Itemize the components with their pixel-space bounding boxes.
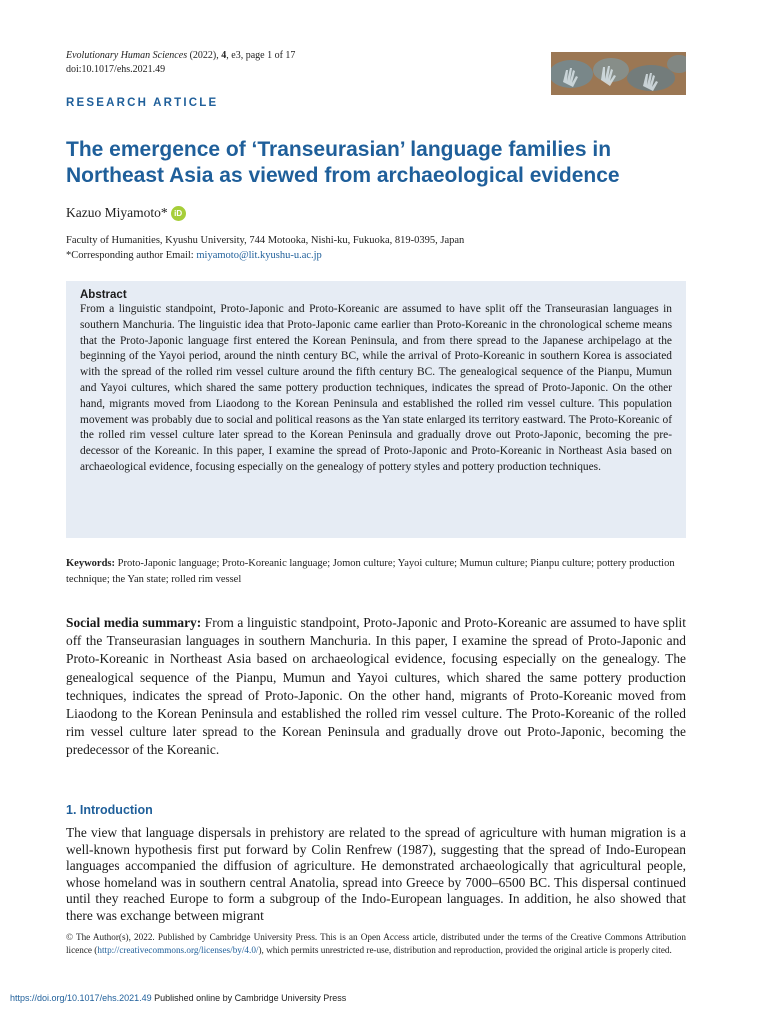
journal-volume: 4 [221,50,227,61]
social-summary-label: Social media summary: [66,615,202,630]
keywords-label: Keywords: [66,558,115,569]
page-footer [10,993,346,1003]
journal-cover-image [551,52,686,95]
introduction-text: The view that language dispersals in prehistory are related to the spread of agriculture with human migration is a well-known hypothesis first put forward by Colin Renfrew (1987), suggesting that the spread of Indo-European languages accompanied the diffusion of agriculture. He demonstrated archaeologically that agricultural people, whose homeland was in southern central Anatolia, spread into Greece by 7000–6500 BC. This dispersal continued until they reached Europe to form a subgroup of the Indo-European languages. In addition, he also showed that there was exchange between migrant [66,825,686,923]
journal-citation [66,49,295,77]
journal-doi: doi:10.1017/ehs.2021.49 [66,64,166,75]
affiliation-text: Faculty of Humanities, Kyushu University, 744 Motooka, Nishi-ku, Fukuoka, 819-0395, Japan [66,235,465,246]
orcid-icon[interactable]: iD [171,206,186,221]
section-heading-introduction: 1. Introduction [66,803,153,817]
license-text-1: © The Author(s), 2022. Published by Cambridge University Press. This is an Open Access article, distributed under the terms of the Creative Commons Attribution licence ( [66,932,686,955]
journal-issue-page: , e3, page 1 of 17 [226,50,296,61]
keywords [66,556,686,587]
author-email-link[interactable]: miyamoto@lit.kyushu-u.ac.jp [196,250,322,261]
article-type-label: RESEARCH ARTICLE [66,97,219,109]
abstract-text: From a linguistic standpoint, Proto-Japonic and Proto-Koreanic are assumed to have split off the Transeurasian languages in southern Manchuria. The linguistic idea that Proto-Japonic came earlier than Proto-Koreanic in the chronological scheme means that the Proto-Japonic language first entered the Korean Peninsula, and from there spread to the Japanese archipelago at the beginning of the Yayoi period, around the ninth century BC, while the arrival of Proto-Koreanic in southern Korea is associated with the spread of the rolled rim vessel culture around the fifth century BC. The genealogical sequence of the Pianpu, Mumun and Yayoi cultures, which shared the same pottery production techniques, indicates the spread of Proto-Japonic. On the other hand, migrants moved from Liaodong to the Korean Peninsula and established the rolled rim vessel culture. This population movement was probably due to social and political reasons as the Yan state enlarged its territory eastward. The Proto-Koreanic of the rolled rim vessel culture later spread to the Korean Peninsula and gradually drove out Proto-Japonic, becoming the predecessor of the Koreanic. In this paper, I examine the spread of Proto-Japonic and Proto-Koreanic in Northeast Asia based on archaeological evidence, focusing especially on the genealogy of pottery styles and pottery production techniques. [80,303,672,473]
corresponding-label: *Corresponding author Email: [66,250,197,261]
journal-year: (2022), [189,50,219,61]
license-link[interactable]: http://creativecommons.org/licenses/by/4.0/ [97,944,259,955]
abstract-heading: Abstract [80,289,127,301]
license-text-2: ), which permits unrestricted re-use, distribution and reproduction, provided the original article is properly cited. [258,944,672,955]
affiliation-block [66,233,464,263]
journal-name: Evolutionary Human Sciences [66,50,188,61]
social-media-summary [66,614,686,760]
footer-published-text: Published online by Cambridge University Press [151,993,347,1003]
keywords-text: Proto-Japonic language; Proto-Koreanic language; Jomon culture; Yayoi culture; Mumun culture; Pianpu culture; pottery production technique; the Yan state; rolled rim vessel [66,558,675,585]
article-title: The emergence of ‘Transeurasian’ language families in Northeast Asia as viewed from archaeological evidence [66,138,620,187]
author-name: Kazuo Miyamoto* [66,205,168,220]
footer-doi-link[interactable]: https://doi.org/10.1017/ehs.2021.49 [10,993,152,1003]
abstract-box [66,281,686,538]
social-summary-text: From a linguistic standpoint, Proto-Japonic and Proto-Koreanic are assumed to have split off the Transeurasian languages in southern Manchuria. In this paper, I examine the spread of Proto-Japonic and Proto-Koreanic in Northeast Asia based on archaeological evidence, focusing especially on the genealogy. The genealogical sequence of the Pianpu, Mumun and Yayoi cultures, which shared the same pottery production techniques, indicates the spread of Proto-Japonic. On the other hand, migrants of Proto-Koreanic moved from Liaodong to the Korean Peninsula and established the rolled rim vessel culture. The Proto-Koreanic of the rolled rim vessel culture later spread to the Korean Peninsula and gradually drove out Proto-Japonic, becoming the predecessor of the Koreanic. [66,615,687,758]
license-notice [66,931,686,956]
author-line [66,205,186,221]
